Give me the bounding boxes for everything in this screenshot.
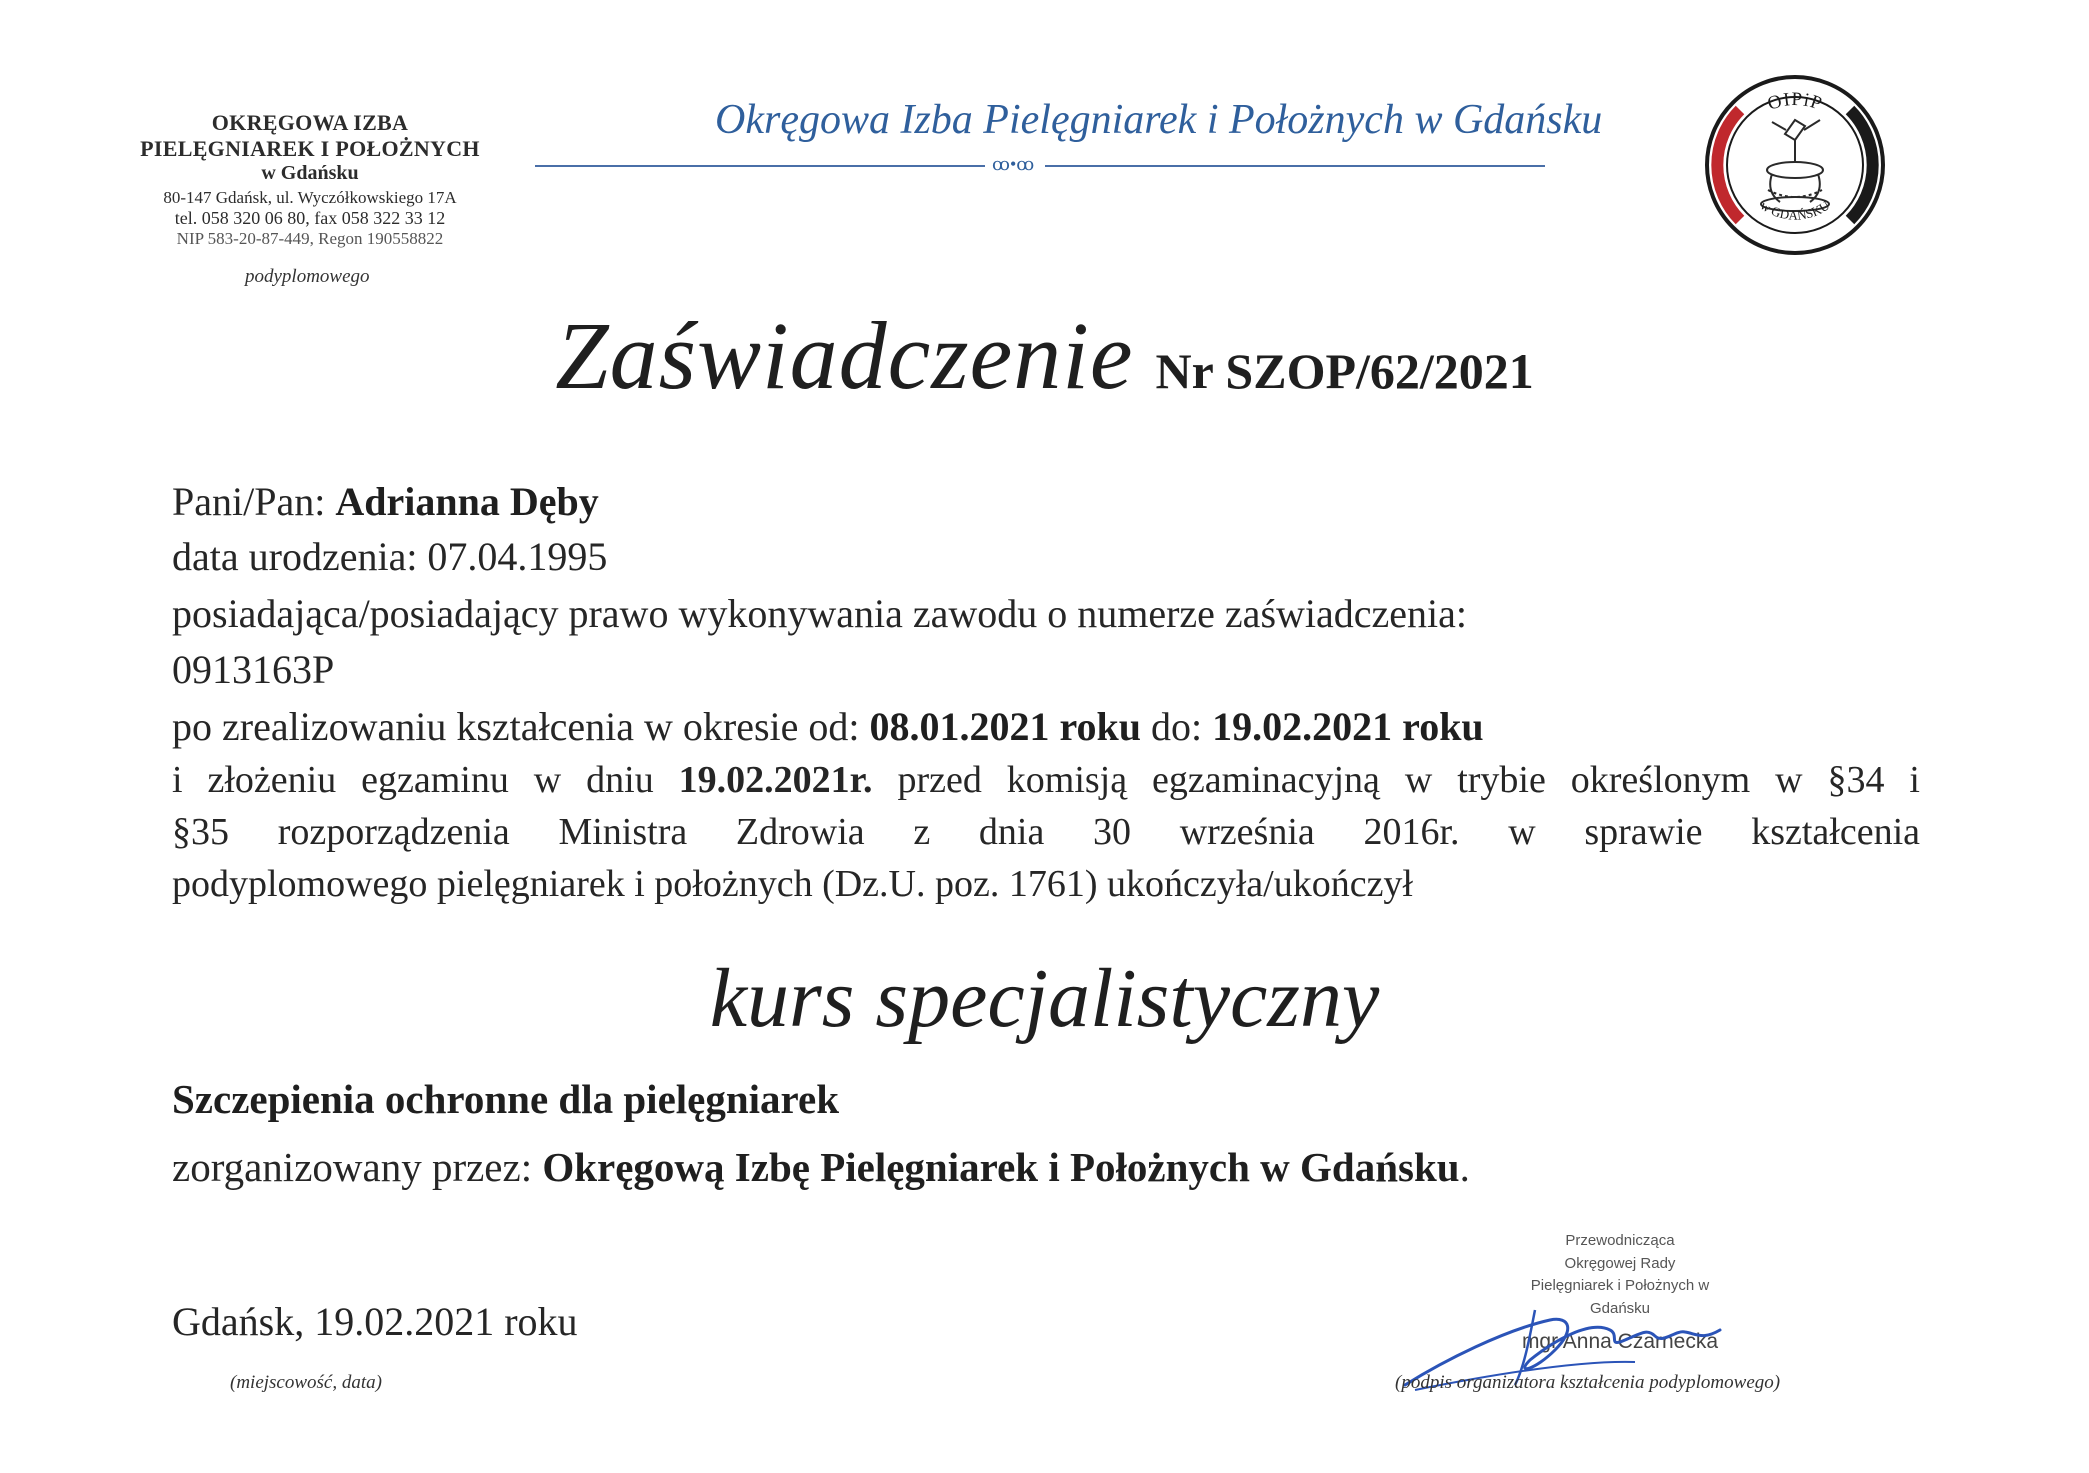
- period-mid: do:: [1141, 704, 1213, 749]
- completed-line: podyplomowego pielęgniarek i położnych (Dz.U. poz. 1761) ukończyła/ukończył: [172, 863, 1413, 905]
- header-banner: Okręgowa Izba Pielęgniarek i Położnych w Gdańsku: [715, 97, 1603, 143]
- stamp-line-2: PIELĘGNIAREK I POŁOŻNYCH: [140, 135, 480, 161]
- banner-rule-left: [535, 165, 985, 167]
- organizer-name: Okręgową Izbę Pielęgniarek i Położnych w Gdańsku: [542, 1144, 1460, 1190]
- certificate-number: Nr SZOP/62/2021: [1155, 343, 1534, 399]
- organizer-line: [172, 1143, 1470, 1191]
- organizer-end: .: [1459, 1144, 1470, 1190]
- stamp-line-3: w Gdańsku: [261, 161, 359, 184]
- logo-top-text: OIPiP: [1765, 88, 1826, 115]
- license-text-line: posiadająca/posiadający prawo wykonywania zawodu o numerze zaświadczenia:: [172, 591, 1467, 636]
- stamp-note: podyplomowego: [245, 266, 370, 287]
- course-type: kurs specjalistyczny: [709, 952, 1380, 1045]
- period-to: 19.02.2021 roku: [1212, 704, 1484, 749]
- training-period-line: [172, 703, 1484, 750]
- course-name: Szczepienia ochronne dla pielęgniarek: [172, 1076, 840, 1122]
- person-name: Adrianna Dęby: [335, 479, 599, 524]
- certificate-title: [0, 300, 2089, 411]
- place-date-caption: (miejscowość, data): [230, 1372, 382, 1393]
- sig-stamp-line-2: Okręgowej Rady: [1564, 1254, 1676, 1272]
- license-number: 0913163P: [172, 647, 335, 692]
- banner-rule-right: [1045, 165, 1545, 167]
- stamp-address: 80-147 Gdańsk, ul. Wyczółkowskiego 17A: [163, 187, 457, 207]
- svg-text:OIPiP: [1765, 89, 1825, 115]
- stamp-nip: NIP 583-20-87-449, Regon 190558822: [176, 228, 444, 248]
- period-prefix: po zrealizowaniu kształcenia w okresie od:: [172, 704, 870, 749]
- sig-stamp-name: mgr Anna Czarnecka: [1521, 1330, 1719, 1353]
- stamp-line-1: OKRĘGOWA IZBA: [211, 110, 409, 135]
- institution-stamp: [100, 110, 520, 249]
- exam-rest: przed komisją egzaminacyjną w trybie określonym w §34 i: [872, 759, 1920, 801]
- exam-date: 19.02.2021r.: [678, 759, 873, 801]
- oipip-logo: [1700, 70, 1890, 260]
- exam-line: [172, 758, 1920, 802]
- place-date: Gdańsk, 19.02.2021 roku: [172, 1299, 578, 1344]
- signature-caption: (podpis organizatora kształcenia podyplomowego): [1395, 1372, 1781, 1393]
- svg-text:w GDAŃSKU: [1758, 197, 1833, 222]
- name-label: Pani/Pan:: [172, 479, 336, 524]
- birth-date-line: data urodzenia: 07.04.1995: [172, 534, 608, 579]
- logo-bottom-text: w GDAŃSKU: [1757, 197, 1833, 223]
- regulation-line: §35 rozporządzenia Ministra Zdrowia z dnia 30 września 2016r. w sprawie kształcenia: [172, 811, 1920, 853]
- organizer-label: zorganizowany przez:: [172, 1144, 543, 1190]
- sig-stamp-line-1: Przewodnicząca: [1565, 1232, 1675, 1249]
- banner-ornament: ꝏ•ꝏ: [992, 154, 1035, 174]
- exam-prefix: i złożeniu egzaminu w dniu: [172, 759, 679, 801]
- period-from: 08.01.2021 roku: [869, 704, 1142, 749]
- title-main: Zaświadczenie: [555, 302, 1134, 409]
- stamp-phone: tel. 058 320 06 80, fax 058 322 33 12: [174, 207, 446, 228]
- name-line: [172, 478, 599, 525]
- fountain-icon: [1761, 120, 1829, 211]
- sig-stamp-line-3: Pielęgniarek i Położnych w Gdańsku: [1530, 1277, 1710, 1317]
